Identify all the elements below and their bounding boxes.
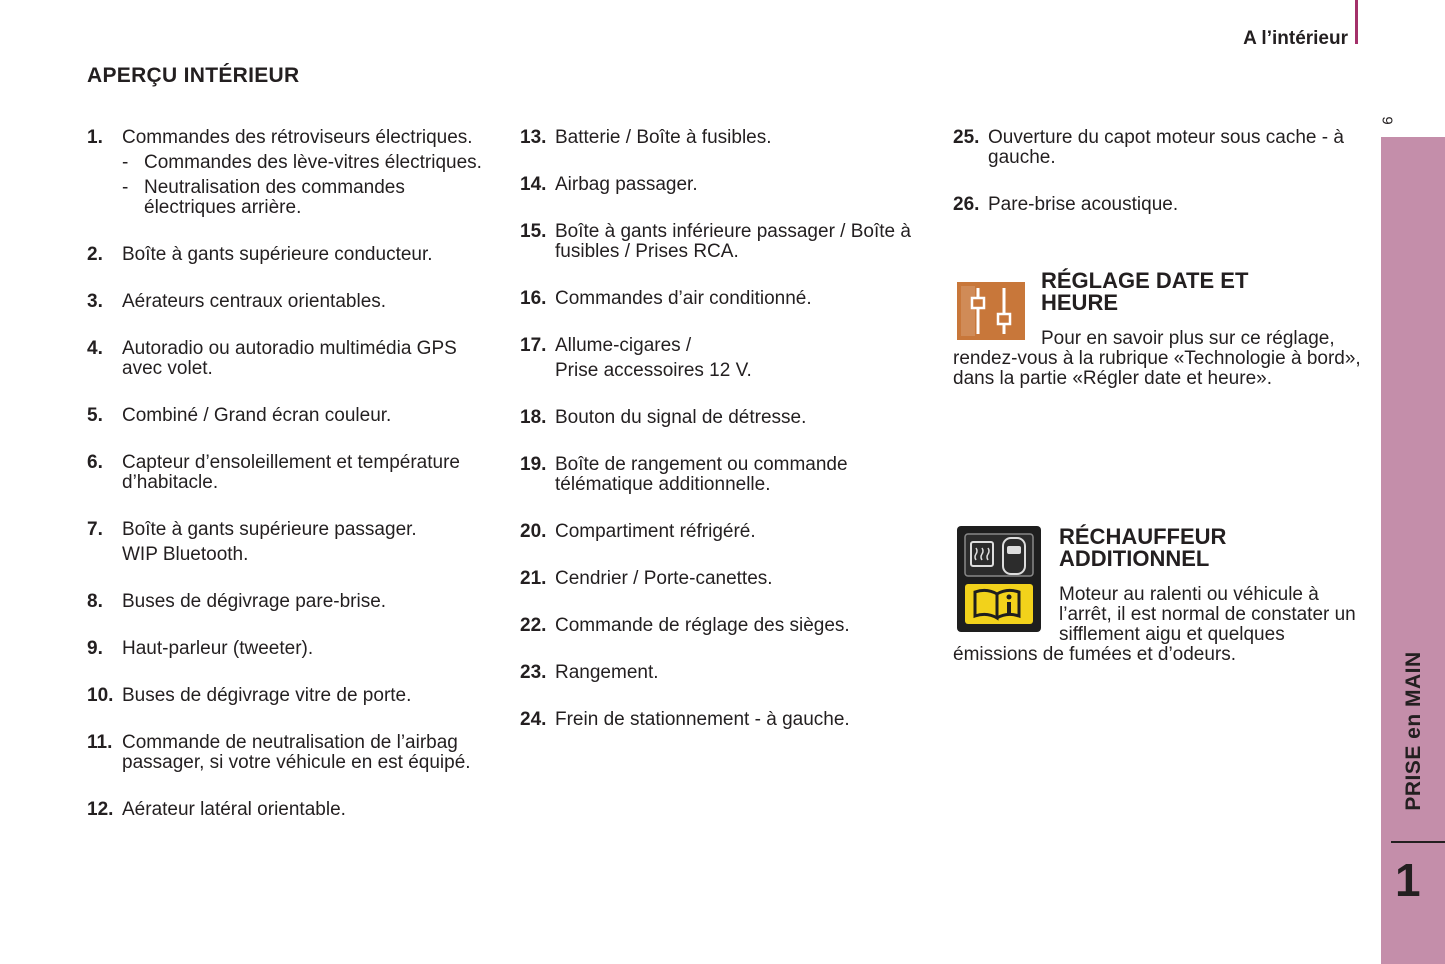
item-text: Capteur d’ensoleillement et température d’habitacle.: [122, 452, 460, 493]
item-number: 19.: [520, 454, 547, 475]
section-name: A l’intérieur: [1243, 28, 1348, 49]
page-number: 9: [1378, 116, 1396, 125]
item-number: 12.: [87, 799, 114, 820]
reglage-body: Pour en savoir plus sur ce réglage, rendez-vous à la rubrique «Technologie à bord», dans la partie «Régler date et heure».: [953, 328, 1361, 389]
item-number: 10.: [87, 685, 114, 706]
sub-item: [122, 178, 497, 218]
item-text: Boîte de rangement ou commande télématique additionnelle.: [555, 454, 848, 495]
rechauffeur-title-line2: ADDITIONNEL: [1059, 546, 1210, 571]
rechauffeur-title-line1: RÉCHAUFFEUR: [1059, 524, 1227, 549]
chapter-label: [1382, 636, 1445, 826]
item-number: 18.: [520, 407, 547, 428]
chapter-label-text: PRISE en MAIN: [1402, 651, 1425, 811]
item-number: 20.: [520, 521, 547, 542]
item-number: 17.: [520, 335, 547, 356]
item-text: Commande de réglage des sièges.: [555, 615, 850, 636]
item-number: 2.: [87, 244, 103, 265]
item-number: 5.: [87, 405, 103, 426]
reglage-date-heure-section: [953, 268, 1363, 389]
item-text: Buses de dégivrage vitre de porte.: [122, 685, 412, 706]
item-number: 25.: [953, 127, 980, 148]
item-text: Boîte à gants supérieure passager.: [122, 519, 417, 540]
item-number: 7.: [87, 519, 103, 540]
item-text: Commande de neutralisation de l’airbag passager, si votre véhicule en est équipé.: [122, 732, 471, 773]
list-item: [520, 710, 940, 730]
list-item: [87, 639, 497, 659]
list-item: [520, 569, 940, 589]
chapter-sidebar: [1381, 137, 1445, 964]
list-item: [87, 733, 497, 773]
list-item: [87, 128, 497, 218]
item-number: 26.: [953, 194, 980, 215]
item-text: Rangement.: [555, 662, 659, 683]
item-text: Frein de stationnement - à gauche.: [555, 709, 850, 730]
sub-item-text: Commandes des lève-vitres électriques.: [144, 152, 482, 173]
settings-sliders-icon: [957, 282, 1025, 340]
item-number: 9.: [87, 638, 103, 659]
list-item: [87, 520, 497, 565]
item-number: 4.: [87, 338, 103, 359]
list-item: [87, 292, 497, 312]
item-extra-line: WIP Bluetooth.: [122, 544, 249, 565]
list-item: [520, 408, 940, 428]
item-number: 21.: [520, 568, 547, 589]
item-number: 11.: [87, 732, 113, 753]
item-number: 8.: [87, 591, 103, 612]
reglage-title-line2: HEURE: [1041, 290, 1119, 315]
list-item: [87, 592, 497, 612]
item-text: Buses de dégivrage pare-brise.: [122, 591, 387, 612]
item-number: 22.: [520, 615, 547, 636]
list-item: [520, 289, 940, 309]
column-1: [87, 128, 497, 847]
item-number: 24.: [520, 709, 547, 730]
item-number: 3.: [87, 291, 103, 312]
item-text: Haut-parleur (tweeter).: [122, 638, 314, 659]
column-3: [953, 128, 1373, 242]
item-text: Cendrier / Porte-canettes.: [555, 568, 773, 589]
item-number: 23.: [520, 662, 547, 683]
list-item: [953, 195, 1373, 215]
column-2: [520, 128, 940, 757]
item-text: Aérateur latéral orientable.: [122, 799, 346, 820]
item-text: Pare-brise acoustique.: [988, 194, 1179, 215]
sub-item: [122, 153, 497, 173]
item-number: 15.: [520, 221, 547, 242]
item-text: Compartiment réfrigéré.: [555, 521, 756, 542]
header-rule: [1355, 0, 1358, 44]
list-item: [87, 686, 497, 706]
item-number: 16.: [520, 288, 547, 309]
list-item: [520, 522, 940, 542]
item-text: Allume-cigares /: [555, 335, 692, 356]
list-item: [87, 453, 497, 493]
list-item: [520, 616, 940, 636]
item-text: Ouverture du capot moteur sous cache - à gauche.: [988, 127, 1344, 168]
heater-info-icon: [957, 526, 1041, 632]
list-item: [87, 406, 497, 426]
sub-item-dash: -: [122, 152, 129, 173]
item-text: Airbag passager.: [555, 174, 698, 195]
item-text: Boîte à gants supérieure conducteur.: [122, 244, 433, 265]
list-item: [87, 339, 497, 379]
list-item: [520, 455, 940, 495]
list-item: [520, 128, 940, 148]
item-number: 6.: [87, 452, 103, 473]
list-item: [953, 128, 1373, 168]
item-text: Batterie / Boîte à fusibles.: [555, 127, 772, 148]
rechauffeur-section: [953, 526, 1363, 665]
list-item: [87, 245, 497, 265]
list-item: [520, 175, 940, 195]
page-title: APERÇU INTÉRIEUR: [87, 64, 300, 87]
reglage-title-line1: RÉGLAGE DATE ET: [1041, 268, 1249, 293]
item-text: Combiné / Grand écran couleur.: [122, 405, 392, 426]
item-number: 1.: [87, 127, 103, 148]
sub-item-text: Neutralisation des commandes électriques arrière.: [144, 177, 405, 218]
item-text: Aérateurs centraux orientables.: [122, 291, 387, 312]
list-item: [87, 800, 497, 820]
sub-item-dash: -: [122, 177, 129, 198]
item-text: Autoradio ou autoradio multimédia GPS avec volet.: [122, 338, 457, 379]
list-item: [520, 336, 940, 381]
rechauffeur-body: Moteur au ralenti ou véhicule à l’arrêt, il est normal de constater un sifflement aigu et quelques émissions de fumées et d’odeurs.: [953, 584, 1356, 665]
item-number: 13.: [520, 127, 547, 148]
chapter-number: 1: [1395, 854, 1421, 906]
item-text: Boîte à gants inférieure passager / Boîte à fusibles / Prises RCA.: [555, 221, 911, 262]
item-text: Commandes d’air conditionné.: [555, 288, 812, 309]
list-item: [520, 663, 940, 683]
item-text: Bouton du signal de détresse.: [555, 407, 807, 428]
item-text: Commandes des rétroviseurs électriques.: [122, 127, 473, 148]
item-extra-line: Prise accessoires 12 V.: [555, 360, 752, 381]
list-item: [520, 222, 940, 262]
item-number: 14.: [520, 174, 547, 195]
chapter-rule: [1391, 841, 1445, 843]
